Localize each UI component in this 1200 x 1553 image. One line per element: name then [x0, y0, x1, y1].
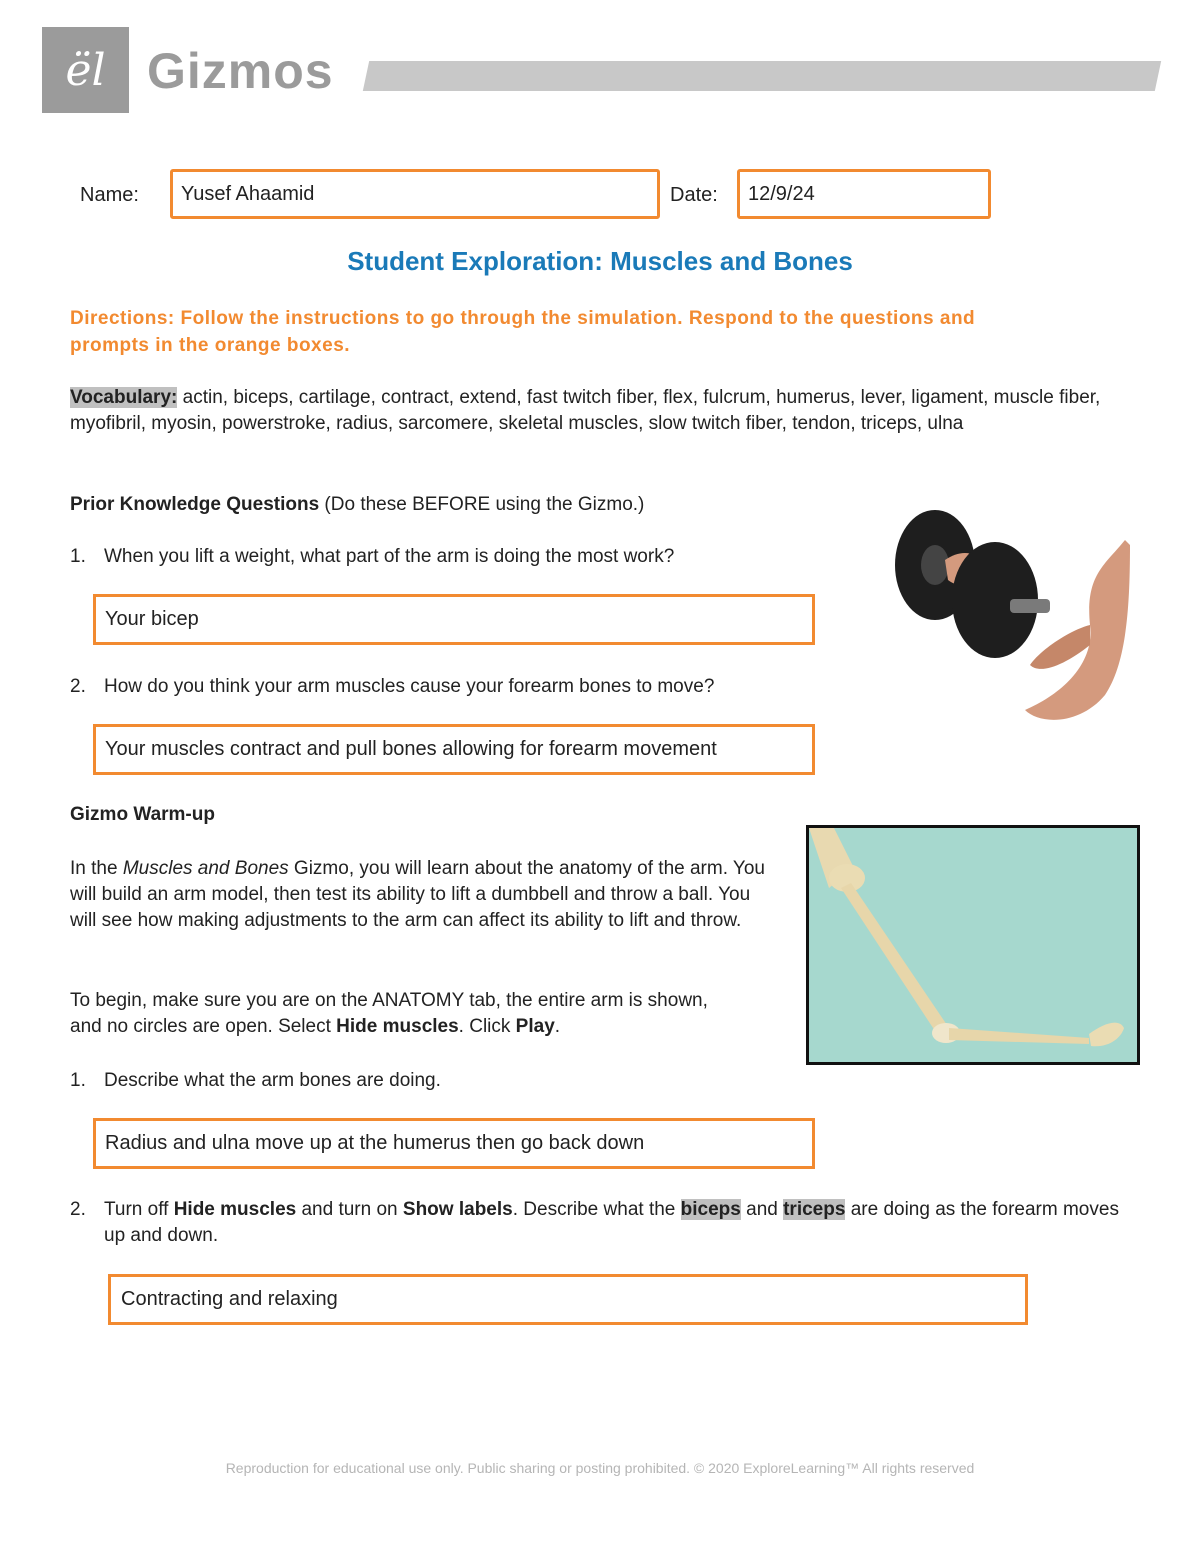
- answer-text: Radius and ulna move up at the humerus then go back down: [105, 1132, 645, 1154]
- text: and turn on: [296, 1199, 403, 1220]
- hide-muscles-term: Hide muscles: [336, 1016, 459, 1037]
- radius-ulna: [949, 1028, 1089, 1044]
- question-text: Describe what the arm bones are doing.: [104, 1070, 441, 1091]
- prior-heading-bold: Prior Knowledge Questions: [70, 494, 320, 515]
- prior-heading-note: (Do these BEFORE using the Gizmo.): [319, 494, 645, 515]
- arm-skeleton-simulation: [806, 825, 1140, 1065]
- date-value: 12/9/24: [748, 182, 815, 205]
- explorelearning-logo: [42, 27, 129, 113]
- warmup-question-1: [70, 1068, 441, 1094]
- question-row: [70, 1197, 1140, 1249]
- prior-question-2: [70, 674, 714, 700]
- date-field[interactable]: [737, 169, 991, 219]
- prior-answer-1[interactable]: [93, 594, 815, 645]
- directions-line-2: prompts in the orange boxes.: [70, 335, 351, 356]
- dumbbell-arm-illustration: [890, 505, 1135, 730]
- answer-text: Your bicep: [105, 608, 199, 630]
- brand-name: Gizmos: [147, 43, 334, 99]
- warmup-question-2: [70, 1197, 1140, 1249]
- biceps-term: biceps: [680, 1199, 741, 1220]
- dumbbell-bar: [1010, 599, 1050, 613]
- logo-glyph: ël: [65, 44, 106, 96]
- answer-text: Contracting and relaxing: [121, 1288, 338, 1310]
- text: Turn off: [104, 1199, 174, 1220]
- directions-line-1: Directions: Follow the instructions to go through the simulation. Respond to the questions and: [70, 308, 976, 329]
- warmup-answer-2[interactable]: [108, 1274, 1028, 1325]
- question-number: 1.: [70, 1070, 86, 1091]
- name-label: Name:: [80, 184, 139, 206]
- footer-copyright: Reproduction for educational use only. Public sharing or posting prohibited. © 2020 ExploreLearning™ All rights reserved: [225, 1460, 975, 1476]
- vocabulary-terms: actin, biceps, cartilage, contract, extend, fast twitch fiber, flex, fulcrum, humerus, lever, ligament, muscle fiber, myofibril, myosin, powerstroke, radius, sarcomere, skeletal muscles, slow twitch fiber, tendon, triceps, ulna: [70, 387, 1101, 434]
- text: and: [740, 1199, 784, 1220]
- text: In the: [70, 858, 123, 879]
- text: Gizmo, you will learn about the anatomy of the arm. You will build an arm model, then test its ability to lift a dumbbell and throw a ball. You will see how making adjustments to the arm can affect its ability to lift and throw.: [70, 858, 765, 931]
- text: are doing as the forearm moves up and down.: [104, 1199, 1119, 1246]
- date-label: Date:: [670, 184, 718, 206]
- vocabulary-label: Vocabulary:: [70, 387, 178, 408]
- vocabulary: [70, 385, 1130, 437]
- text: To begin, make sure you are on the ANATOMY tab, the entire arm is shown, and no circles are open. Select: [70, 990, 708, 1037]
- question-number: 2.: [70, 1199, 86, 1220]
- question-text: [104, 1197, 1140, 1249]
- hand-bones: [1089, 1023, 1124, 1047]
- warmup-paragraph-1: [70, 856, 780, 934]
- brand-bar: [363, 61, 1161, 91]
- question-text: How do you think your arm muscles cause your forearm bones to move?: [104, 676, 715, 697]
- page-title: Student Exploration: Muscles and Bones: [347, 246, 853, 276]
- text: . Click: [458, 1016, 516, 1037]
- name-field[interactable]: [170, 169, 660, 219]
- play-term: Play: [515, 1016, 555, 1037]
- question-number: 2.: [70, 676, 86, 697]
- arm-bicep-shade: [1030, 625, 1090, 669]
- dumbbell-hub-left: [921, 545, 949, 585]
- warmup-paragraph-2: [70, 988, 740, 1040]
- triceps-term: triceps: [783, 1199, 846, 1220]
- prior-question-1: [70, 544, 674, 570]
- prior-answer-2[interactable]: [93, 724, 815, 775]
- text: . Describe what the: [512, 1199, 681, 1220]
- answer-text: Your muscles contract and pull bones allowing for forearm movement: [105, 738, 717, 760]
- directions: [70, 305, 1070, 359]
- arm-skeleton-svg: [809, 828, 1137, 1062]
- humerus: [841, 883, 949, 1034]
- prior-knowledge-heading: [70, 492, 644, 518]
- text: .: [554, 1016, 561, 1037]
- question-number: 1.: [70, 546, 86, 567]
- warmup-heading: Gizmo Warm-up: [70, 804, 215, 825]
- warmup-answer-1[interactable]: [93, 1118, 815, 1169]
- show-labels-term: Show labels: [402, 1199, 513, 1220]
- hide-muscles-term: Hide muscles: [173, 1199, 297, 1220]
- question-text: When you lift a weight, what part of the arm is doing the most work?: [104, 546, 675, 567]
- gizmo-name: Muscles and Bones: [122, 858, 289, 879]
- name-value: Yusef Ahaamid: [181, 182, 315, 205]
